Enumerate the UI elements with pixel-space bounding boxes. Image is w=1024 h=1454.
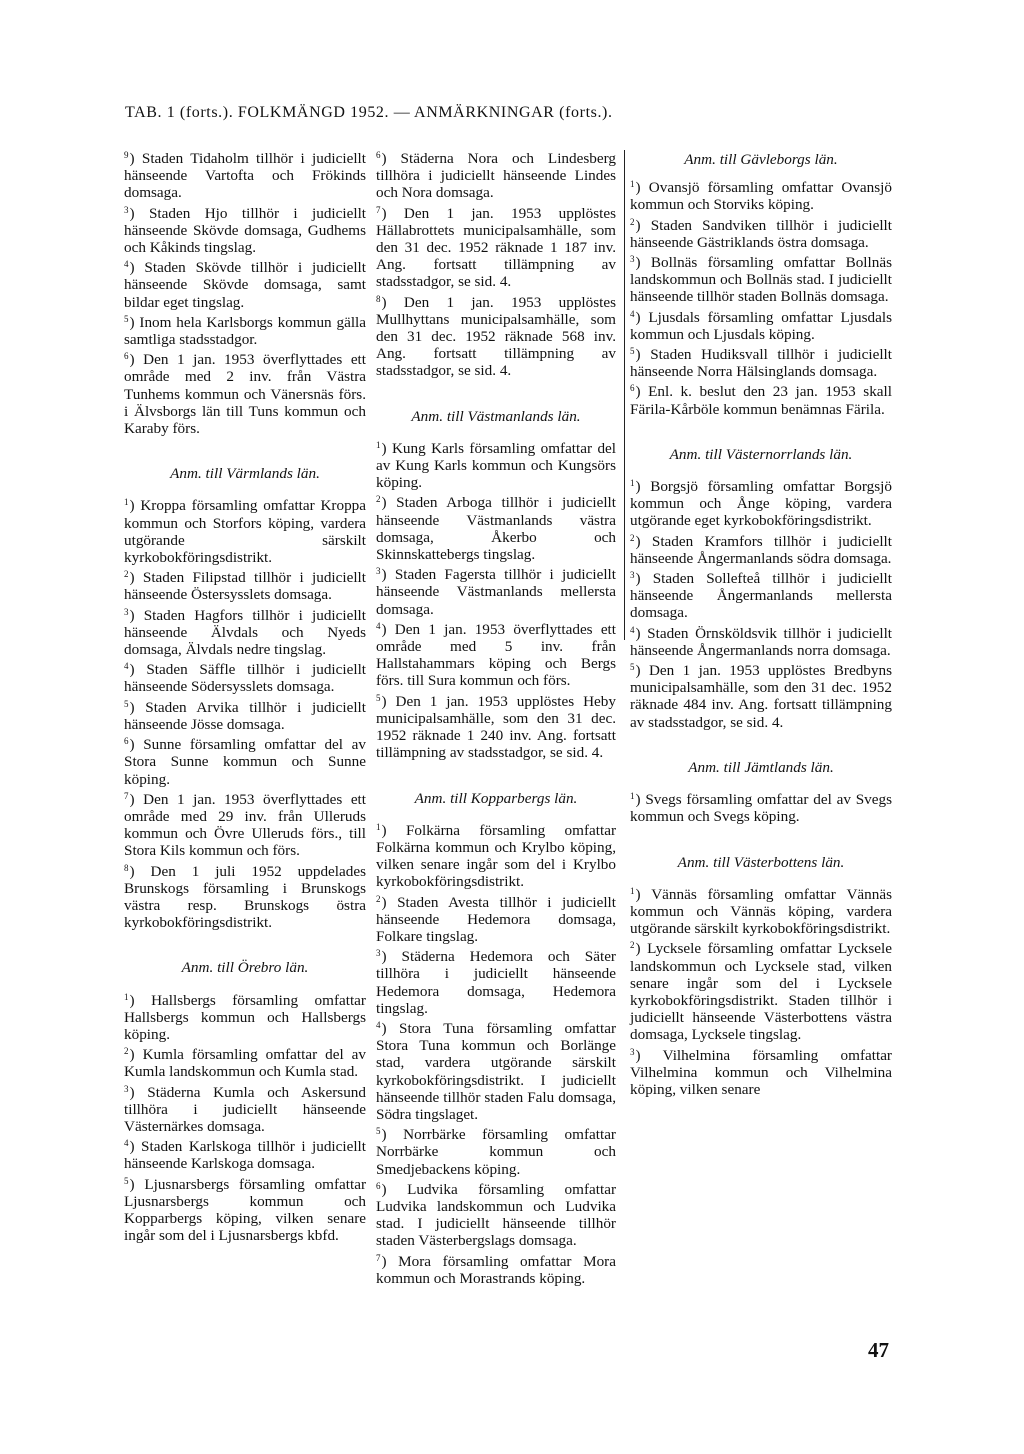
footnote-text: Staden Sandviken tillhör i judiciellt hänseende Gästriklands östra domsaga. [630,216,892,251]
footnote [124,494,366,566]
footnote [124,256,366,311]
footnote-text: Staden Fagersta tillhör i judiciellt hänseende Västmanlands mellersta domsaga. [376,566,616,618]
footnote-number: 8 [124,862,129,873]
footnote-paren: ) [381,1126,404,1144]
footnote-paren: ) [635,346,651,364]
footnote-number: 1 [376,439,381,450]
footnote-number: 2 [630,216,635,227]
footnote-paren: ) [635,308,649,326]
footnote-paren: ) [635,940,648,958]
footnote-text: Kumla församling omfattar del av Kumla landskommun och Kumla stad. [124,1046,367,1081]
footnote-number: 3 [124,606,129,617]
footnote [124,147,366,202]
footnote-number: 5 [124,698,129,709]
footnote [630,251,892,306]
footnote [630,883,892,938]
footnote [376,491,616,563]
footnote-text: Staden Arboga tillhör i judiciellt hänseende Västmanlands västra domsaga, Åkerbo och Skinnskattebergs tingslag. [376,494,616,564]
footnote-number: 6 [376,150,381,160]
footnote-number: 7 [124,790,129,801]
footnote [124,348,366,437]
footnote [376,1123,616,1178]
footnote-text: Ljusdals församling omfattar Ljusdals kommun och Ljusdals köping. [630,308,892,343]
section-heading: Anm. till Jämtlands län. [688,758,834,776]
footnote [630,530,892,567]
section-heading: Anm. till Västernorrlands län. [669,445,853,463]
section-heading: Anm. till Kopparbergs län. [414,789,578,807]
footnote-paren: ) [381,150,401,167]
column-divider [624,150,625,640]
footnote-text: Den 1 jan. 1953 överflyttades ett område med 2 inv. från Västra Tunhems kommun och Vänersnäs förs. i Älvsborgs län till Tuns kommun och Karaby förs. [124,351,366,438]
footnote-paren: ) [635,624,648,642]
footnote-number: 5 [376,1126,381,1137]
footnote-paren: ) [635,478,651,496]
footnote-number: 6 [124,736,129,747]
footnote-number: 4 [376,1019,381,1030]
footnote [124,733,366,788]
footnote-number: 1 [630,179,635,190]
footnote-number: 7 [376,204,381,215]
footnote [124,989,366,1044]
footnote-text: Städerna Kumla och Askersund tillhöra i judiciellt hänseende Västernärkes domsaga. [124,1083,366,1135]
footnote-text: Sunne församling omfattar del av Stora Sunne kommun och Sunne köping. [124,736,366,788]
footnote-paren: ) [381,620,395,638]
footnote [124,860,366,932]
footnote-text: Den 1 jan. 1953 upplöstes Hällabrottets municipalsamhälle, som den 31 dec. 1952 räknade 1 187 inv. Ang. fortsatt tillämpning av stadsstadgor, se sid. 4. [376,204,617,291]
footnote-number: 1 [630,791,635,802]
footnote-number: 3 [124,1083,129,1094]
footnote [124,1043,366,1080]
footnote-text: Staden Avesta tillhör i judiciellt hänseende Hedemora domsaga, Folkare tingslag. [376,893,617,945]
footnote-number: 4 [124,661,129,672]
footnote-number: 6 [124,351,129,362]
footnote-number: 3 [376,948,381,959]
footnote-number: 3 [630,1046,635,1057]
footnote [124,202,366,257]
footnote-number: 4 [630,624,635,635]
footnote-paren: ) [129,150,142,167]
footnote-number: 3 [376,566,381,577]
footnote-text: Staden Kramfors tillhör i judiciellt hänseende Ångermanlands södra domsaga. [630,532,892,567]
footnote-paren: ) [129,569,143,587]
footnote-paren: ) [635,216,651,234]
footnote [630,659,892,731]
footnote-paren: ) [129,1138,142,1156]
footnote [376,1250,616,1287]
footnote-paren: ) [381,821,406,839]
footnote-number: 5 [630,346,635,357]
footnote-text: Staden Örnsköldsvik tillhör i judiciellt hänseende Ångermanlands norra domsaga. [630,624,893,659]
footnote-paren: ) [635,532,652,550]
footnote-text: Vännäs församling omfattar Vännäs kommun och Vännäs köping, vardera utgörande särskilt kyrkobokföringsdistrikt. [630,885,892,938]
section-heading: Anm. till Gävleborgs län. [684,151,838,168]
footnote [376,1178,616,1250]
footnote-text: Inom hela Karlsborgs kommun gälla samtliga stadsstadgor. [124,313,366,349]
footnote-paren: ) [129,862,151,880]
footnote [376,563,616,618]
footnote-paren: ) [635,1046,663,1064]
footnote-paren: ) [129,606,144,624]
footnote-number: 2 [124,1046,129,1057]
footnote [630,937,892,1043]
footnote [124,788,366,860]
footnote [376,891,616,946]
footnote [376,291,616,380]
footnote-number: 5 [630,662,635,673]
footnote-paren: ) [129,351,144,369]
page-number: 47 [868,1338,889,1362]
footnote-text: Ovansjö församling omfattar Ovansjö kommun och Storviks köping. [630,179,892,214]
footnote-paren: ) [381,1180,408,1198]
footnote-paren: ) [381,494,397,512]
footnote-number: 4 [124,259,129,270]
footnote-paren: ) [381,566,395,584]
footnote-text: Den 1 jan. 1953 överflyttades ett område med 29 inv. från Ulleruds kommun och Övre Ulleruds förs., till Stora Kils kommun och förs. [124,790,366,860]
footnote-paren: ) [129,259,145,277]
footnote-text: Den 1 jan. 1953 upplöstes Heby municipalsamhälle, som den 31 dec. 1952 räknade 1 240 inv. Ang. fortsatt tillämpning av stadsstadgor, se sid. 4. [376,692,616,762]
footnote-text: Ludvika församling omfattar Ludvika landskommun och Ludvika stad. I judiciellt hänseende tillhör staden Västerbergslags domsaga. [376,1180,617,1250]
footnote-paren: ) [129,313,140,331]
footnote [630,343,892,380]
footnote [376,618,616,690]
footnote [630,176,892,213]
footnote [630,567,892,622]
footnote-number: 1 [124,991,129,1002]
footnote-paren: ) [635,662,649,680]
footnote [630,214,892,251]
footnote-text: Städerna Hedemora och Säter tillhöra i judiciellt hänseende Hedemora domsaga, Hedemora tingslag. [376,948,616,1017]
footnote [124,311,366,348]
footnote-text: Hallsbergs församling omfattar Hallsbergs kommun och Hallsbergs köping. [124,991,366,1043]
footnote [630,380,892,417]
footnote-text: Den 1 juli 1952 uppdelades Brunskogs församling i Brunskogs västra resp. Brunskogs östra kyrkobokföringsdistrikt. [124,862,366,932]
footnote-text: Staden Hjo tillhör i judiciellt hänseende Skövde domsaga, Gudhems och Kåkinds tingslag. [124,204,367,257]
footnote-paren: ) [635,179,649,197]
footnote-paren: ) [635,885,652,903]
footnote-number: 2 [630,532,635,543]
footnote-text: Stora Tuna församling omfattar Stora Tuna kommun och Borlänge stad, vardera utgörande särskilt kyrkobokföringsdistrikt. I judiciellt hänseende tillhör staden Falu domsaga, Södra tingslaget. [376,1019,616,1123]
footnote-number: 3 [124,204,129,215]
footnote-number: 1 [124,497,129,508]
footnote [124,566,366,603]
footnote-text: Kung Karls församling omfattar del av Kung Karls kommun och Kungsörs köping. [376,439,616,492]
footnote-text: Enl. k. beslut den 23 jan. 1953 skall Färila-Kårböle kommun benämnas Färila. [630,383,892,418]
section-heading: Anm. till Västmanlands län. [411,407,581,425]
footnote-paren: ) [381,893,398,911]
section-heading: Anm. till Värmlands län. [170,465,320,483]
footnote-text: Den 1 jan. 1953 upplöstes Bredbyns municipalsamhälle, som den 31 dec. 1952 räknade 484 inv. Ang. fortsatt tillämpning av stadsstadgor, se sid. 4. [630,662,892,731]
footnote-paren: ) [129,736,144,754]
footnote-text: Lycksele församling omfattar Lycksele landskommun och Lycksele stad, vilken senare ingår som del i Lycksele kyrkobokföringsdistrikt. Staden tillhör i judiciellt hänseende Västerbottens västra domsaga, Lycksele tingslag. [630,940,893,1044]
section-heading: Anm. till Örebro län. [181,959,309,977]
footnote-number: 6 [630,383,635,394]
footnote-number: 4 [124,1138,129,1149]
footnote-text: Svegs församling omfattar del av Svegs kommun och Svegs köping. [630,791,893,826]
footnote-number: 9 [124,150,129,160]
footnote-number: 4 [376,620,381,631]
footnote-text: Staden Hudiksvall tillhör i judiciellt hänseende Norra Hälsinglands domsaga. [630,346,892,381]
footnote-number: 7 [376,1252,381,1263]
footnote [124,696,366,733]
footnote-paren: ) [381,204,404,222]
footnote [630,622,892,659]
footnote-text: Den 1 jan. 1953 upplöstes Mullhyttans municipalsamhälle, som den 31 dec. 1952 räknade 568 inv. Ang. fortsatt tillämpning av stadsstadgor, se sid. 4. [376,293,617,380]
footnote-number: 2 [376,494,381,505]
footnote-number: 5 [376,692,381,703]
footnote-number: 1 [630,885,635,896]
footnote-paren: ) [381,293,404,311]
footnote-paren: ) [129,790,144,808]
footnote [376,945,616,1017]
footnote-paren: ) [129,1175,145,1193]
footnote-text: Staden Hagfors tillhör i judiciellt hänseende Älvdals och Nyeds domsaga, Älvdals nedre tingslag. [124,606,366,659]
footnote-text: Mora församling omfattar Mora kommun och Morastrands köping. [376,1252,616,1287]
footnote [376,819,616,891]
footnote-paren: ) [129,497,141,515]
footnote-text: Bollnäs församling omfattar Bollnäs landskommun och Bollnäs stad. I judiciellt hänseende tillhör staden Bollnäs domsaga. [630,254,892,306]
footnote [376,202,616,291]
footnote-text: Ljusnarsbergs församling omfattar Ljusnarsbergs kommun och Kopparbergs köping, vilken senare ingår som del i Ljusnarsbergs kbfd. [124,1175,367,1245]
column-1 [124,147,366,1244]
footnote-text: Staden Skövde tillhör i judiciellt hänseende Skövde domsaga, samt bildar eget tingslag. [124,259,366,311]
footnote-number: 6 [376,1180,381,1191]
footnote-paren: ) [129,991,152,1009]
footnote [376,1017,616,1123]
footnote-number: 3 [630,570,635,581]
footnote-number: 2 [124,569,129,580]
footnote [376,437,616,492]
footnote-text: Staden Sollefteå tillhör i judiciellt hänseende Ångermanlands mellersta domsaga. [630,570,892,622]
footnote-paren: ) [381,439,392,457]
footnote-number: 2 [376,893,381,904]
footnote [376,690,616,762]
footnote [376,147,616,202]
footnote-number: 1 [376,821,381,832]
footnote-paren: ) [635,254,651,272]
footnote-text: Staden Tidaholm tillhör i judiciellt hänseende Vartofta och Frökinds domsaga. [124,150,366,202]
footnote-paren: ) [381,1252,399,1270]
footnote [630,475,892,530]
footnote [124,604,366,659]
footnote-number: 5 [124,313,129,324]
footnote-text: Vilhelmina församling omfattar Vilhelmina kommun och Vilhelmina köping, vilken senare [630,1046,892,1098]
footnote-paren: ) [129,698,146,716]
section-heading: Anm. till Västerbottens län. [677,853,845,871]
footnote-number: 3 [630,254,635,265]
footnote-paren: ) [635,570,653,588]
footnote-paren: ) [129,1083,148,1101]
footnote-number: 5 [124,1175,129,1186]
footnote-paren: ) [129,204,149,222]
footnote-paren: ) [129,1046,143,1064]
footnote-number: 1 [630,478,635,489]
footnote [124,1173,366,1245]
footnote [124,658,366,695]
footnote [124,1135,366,1172]
footnote-number: 4 [630,308,635,319]
footnote-text: Städerna Nora och Lindesberg tillhöra i judiciellt hänseende Lindes och Nora domsaga. [376,150,616,202]
footnote [630,788,892,825]
column-3 [630,147,892,1098]
footnote-paren: ) [635,383,649,401]
footnote-text: Staden Arvika tillhör i judiciellt hänseende Jösse domsaga. [124,698,366,733]
footnote-text: Staden Säffle tillhör i judiciellt hänseende Södersysslets domsaga. [124,661,367,696]
footnote-text: Staden Karlskoga tillhör i judiciellt hänseende Karlskoga domsaga. [124,1138,366,1173]
footnote-paren: ) [635,791,646,809]
footnote-text: Den 1 jan. 1953 överflyttades ett område med 5 inv. från Hallstahammars köping och Bergs förs. till Sura kommun och förs. [376,620,617,690]
footnote-text: Borgsjö församling omfattar Borgsjö kommun och Ånge köping, vardera utgörande eget kyrkobokföringsdistrikt. [630,478,892,530]
footnote-paren: ) [381,948,402,966]
footnote-paren: ) [381,1019,399,1037]
page-header: TAB. 1 (forts.). FOLKMÄNGD 1952. — ANMÄRKNINGAR (forts.). [125,104,613,121]
footnote [630,306,892,343]
footnote-paren: ) [381,692,396,710]
footnote-text: Norrbärke församling omfattar Norrbärke kommun och Smedjebackens köping. [376,1126,616,1178]
footnote-number: 8 [376,293,381,304]
footnote-number: 2 [630,940,635,951]
footnote-text: Folkärna församling omfattar Folkärna kommun och Krylbo köping, vilken senare ingår som del i Krylbo kyrkobokföringsdistrikt. [376,821,617,891]
footnote [124,1081,366,1136]
footnote-text: Staden Filipstad tillhör i judiciellt hänseende Östersysslets domsaga. [124,569,366,604]
column-2 [376,147,616,1287]
footnote-text: Kroppa församling omfattar Kroppa kommun och Storfors köping, vardera utgörande särskilt kyrkobokföringsdistrikt. [124,497,367,567]
footnote-paren: ) [129,661,147,679]
footnote [630,1044,892,1099]
